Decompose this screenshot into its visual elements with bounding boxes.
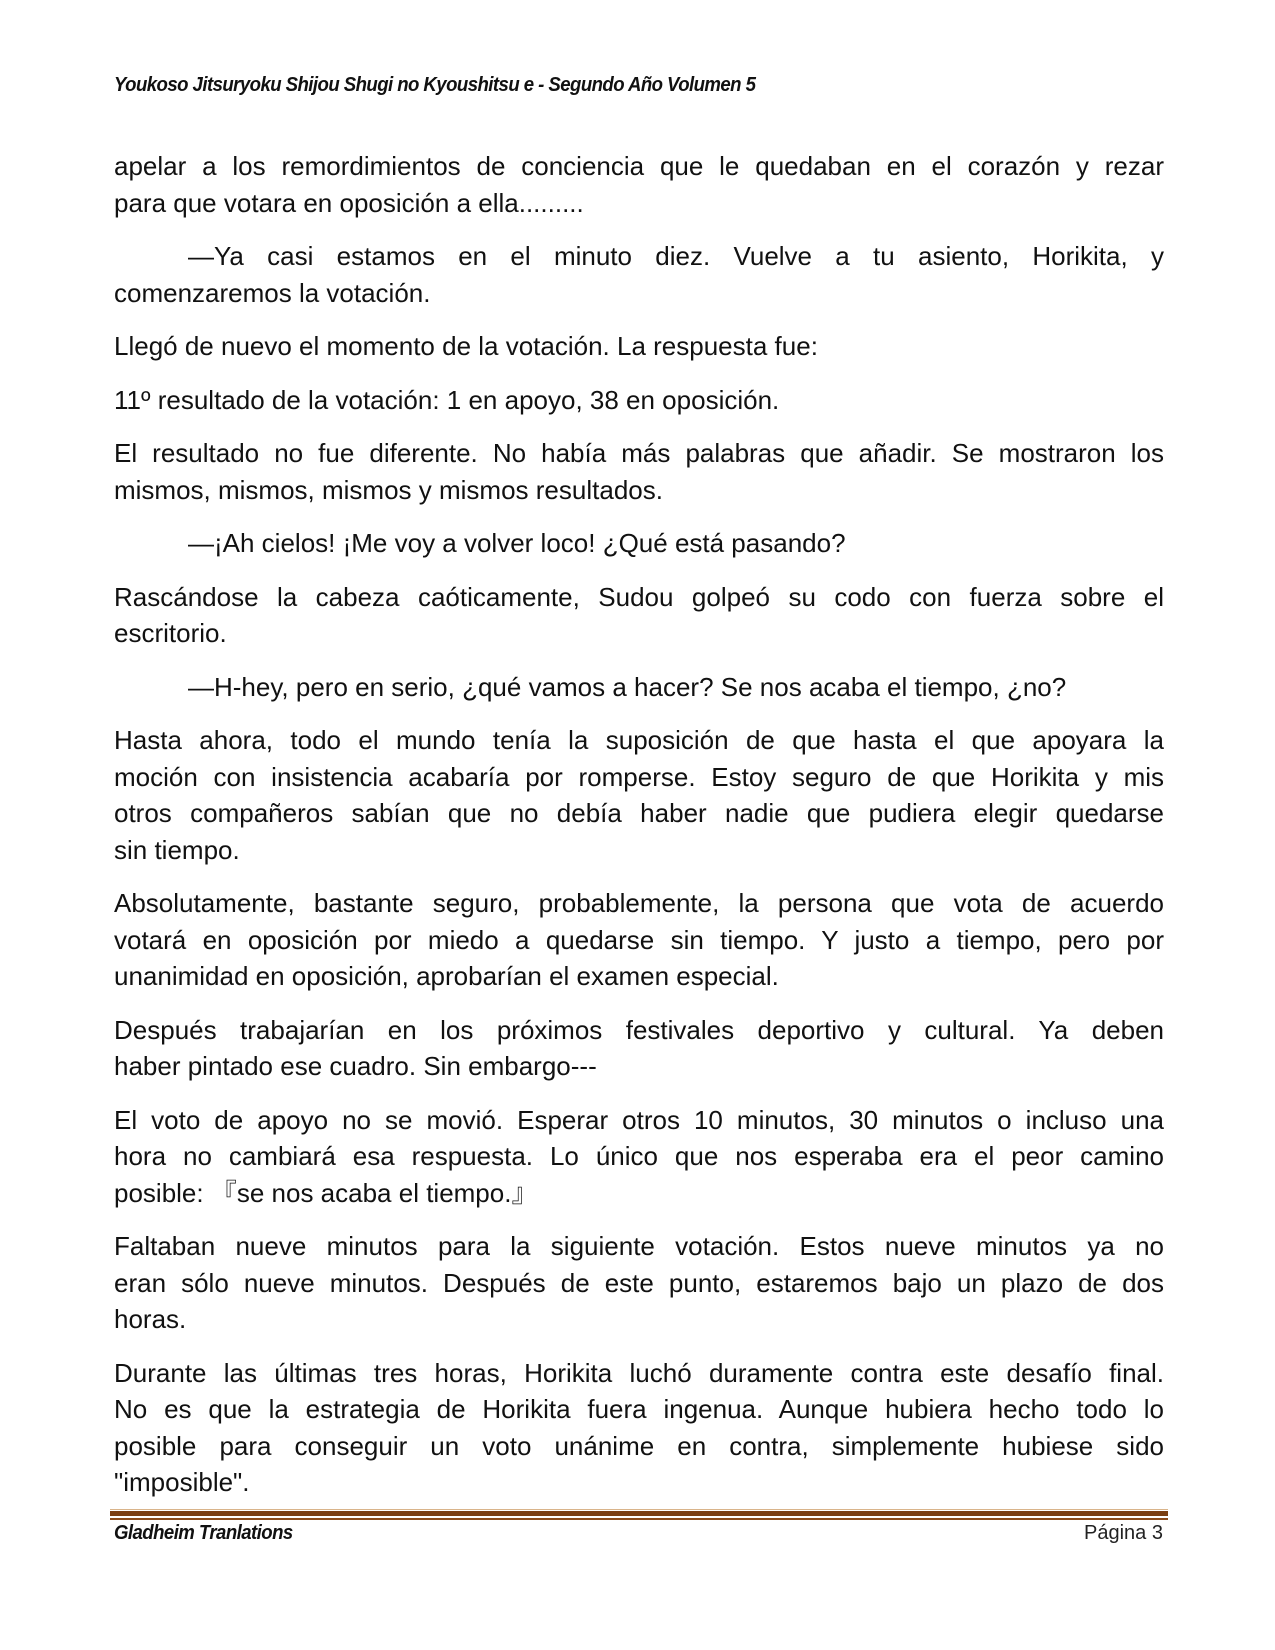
text-line: moción con insistencia acabaría por romperse. Estoy seguro de que Horikita y mis <box>114 761 1164 792</box>
text-line: Durante las últimas tres horas, Horikita luchó duramente contra este desafío final. <box>114 1357 1164 1388</box>
footer-rule-thin <box>110 1518 1168 1520</box>
footer-rule-light <box>110 1509 1168 1510</box>
document-body <box>114 148 1164 1518</box>
text-line: 11º resultado de la votación: 1 en apoyo, 38 en oposición. <box>114 384 780 415</box>
text-line: sin tiempo. <box>114 834 240 865</box>
paragraph <box>114 328 1164 365</box>
text-line: posible: 『se nos acaba el tiempo.』 <box>114 1177 538 1208</box>
text-line: Faltaban nueve minutos para la siguiente votación. Estos nueve minutos ya no <box>114 1231 1164 1261</box>
paragraph <box>114 525 1164 562</box>
footer-credit: Gladheim Tranlations <box>114 1522 293 1544</box>
paragraph <box>114 722 1164 868</box>
text-line: comenzaremos la votación. <box>114 277 431 308</box>
text-line: horas. <box>114 1304 187 1334</box>
text-line: para que votara en oposición a ella......... <box>114 187 584 218</box>
text-line: Hasta ahora, todo el mundo tenía la suposición de que hasta el que apoyara la <box>114 725 1164 755</box>
text-line: —H-hey, pero en serio, ¿qué vamos a hacer? Se nos acaba el tiempo, ¿no? <box>188 671 1067 702</box>
text-line: haber pintado ese cuadro. Sin embargo--- <box>114 1051 597 1081</box>
page-number: Página 3 <box>1084 1522 1163 1544</box>
text-line: "imposible". <box>114 1467 250 1497</box>
text-line: escritorio. <box>114 618 227 648</box>
text-line: hora no cambiará esa respuesta. Lo único que nos esperaba era el peor camino <box>114 1141 1164 1171</box>
text-line: mismos, mismos, mismos y mismos resultados. <box>114 474 663 505</box>
running-header: Youkoso Jitsuryoku Shijou Shugi no Kyoushitsu e - Segundo Año Volumen 5 <box>114 74 756 96</box>
footer-rule-thick <box>110 1511 1168 1516</box>
paragraph <box>114 382 1164 419</box>
paragraph <box>114 1102 1164 1212</box>
text-line: Después trabajarían en los próximos festivales deportivo y cultural. Ya deben <box>114 1014 1164 1045</box>
paragraph <box>114 885 1164 995</box>
text-line: —Ya casi estamos en el minuto diez. Vuelve a tu asiento, Horikita, y <box>188 241 1164 271</box>
text-line: El voto de apoyo no se movió. Esperar otros 10 minutos, 30 minutos o incluso una <box>114 1104 1164 1135</box>
text-line: otros compañeros sabían que no debía haber nadie que pudiera elegir quedarse <box>114 798 1164 828</box>
paragraph <box>114 1012 1164 1085</box>
text-line: Absolutamente, bastante seguro, probablemente, la persona que vota de acuerdo <box>114 888 1164 918</box>
paragraph <box>114 1228 1164 1338</box>
paragraph <box>114 669 1164 706</box>
paragraph <box>114 579 1164 652</box>
text-line: Llegó de nuevo el momento de la votación. La respuesta fue: <box>114 331 818 361</box>
paragraph <box>114 1355 1164 1501</box>
text-line: —¡Ah cielos! ¡Me voy a volver loco! ¿Qué está pasando? <box>188 528 846 558</box>
text-line: Rascándose la cabeza caóticamente, Sudou golpeó su codo con fuerza sobre el <box>114 581 1164 612</box>
text-line: eran sólo nueve minutos. Después de este punto, estaremos bajo un plazo de dos <box>114 1267 1164 1298</box>
text-line: posible para conseguir un voto unánime en contra, simplemente hubiese sido <box>114 1430 1164 1461</box>
paragraph <box>114 148 1164 221</box>
text-line: No es que la estrategia de Horikita fuera ingenua. Aunque hubiera hecho todo lo <box>114 1394 1164 1424</box>
paragraph <box>114 238 1164 311</box>
text-line: El resultado no fue diferente. No había más palabras que añadir. Se mostraron los <box>114 438 1164 468</box>
text-line: unanimidad en oposición, aprobarían el examen especial. <box>114 961 779 991</box>
text-line: apelar a los remordimientos de conciencia que le quedaban en el corazón y rezar <box>114 151 1164 181</box>
text-line: votará en oposición por miedo a quedarse sin tiempo. Y justo a tiempo, pero por <box>114 924 1164 955</box>
paragraph <box>114 435 1164 508</box>
